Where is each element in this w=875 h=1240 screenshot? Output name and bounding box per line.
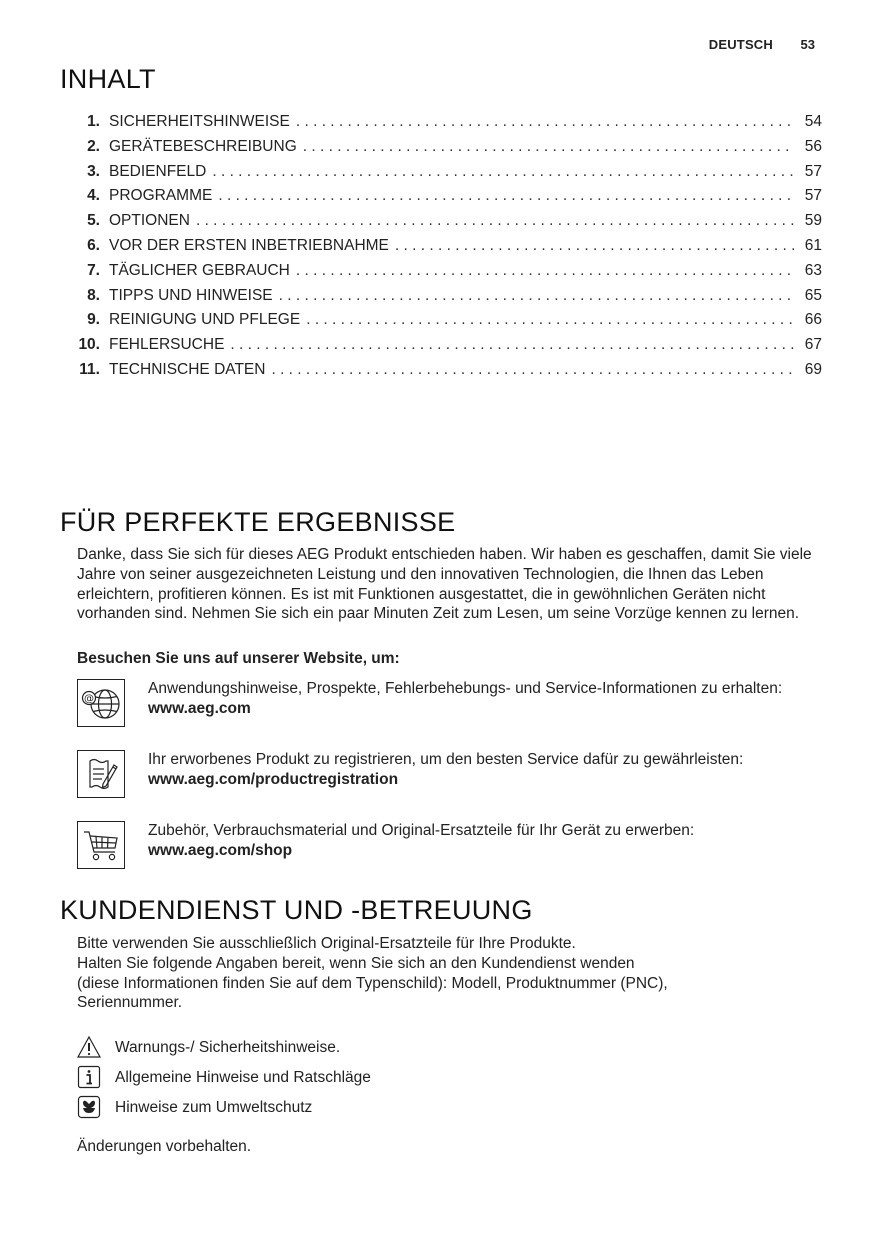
toc-item[interactable]: [70, 163, 822, 188]
service-line: Bitte verwenden Sie ausschließlich Original-Ersatzteile für Ihre Produkte.: [77, 935, 576, 952]
results-section-title: FÜR PERFEKTE ERGEBNISSE: [60, 507, 456, 537]
toc-dot-leader: [196, 212, 794, 230]
toc-item-page: 56: [804, 137, 822, 155]
toc-item[interactable]: [70, 336, 822, 361]
toc-item[interactable]: [70, 361, 822, 386]
legend-item-environment: [77, 1095, 577, 1119]
intro-paragraph: Danke, dass Sie sich für dieses AEG Produkt entschieden haben. Wir haben es geschaffen, damit Sie viele Jahre von seiner ausgezeichneten Leistung und den innovativen Technologien, die Ihnen das Leben erleichtern, profitieren können. Es ist mit Funktionen ausgestattet, die in gewöhnlichen Geräten nicht vorhanden sind. Nehmen Sie sich ein paar Minuten Zeit zum Lesen, um seine Vorzüge kennen zu lernen.: [77, 546, 812, 623]
toc-item[interactable]: [70, 187, 822, 212]
toc-item[interactable]: [70, 237, 822, 262]
toc-item-number: 11.: [79, 360, 100, 378]
toc-item-label: TIPPS UND HINWEISE: [109, 286, 273, 304]
visit-item-text-block: [148, 821, 818, 860]
legend-text: Allgemeine Hinweise und Ratschläge: [115, 1069, 371, 1086]
toc-item-number: 5.: [87, 212, 100, 230]
page-number: 53: [800, 37, 815, 52]
toc-item-page: 69: [804, 360, 822, 378]
toc-item-number: 7.: [87, 261, 100, 279]
toc-dot-leader: [230, 336, 794, 354]
toc-item-label: OPTIONEN: [109, 212, 190, 230]
visit-item-link[interactable]: www.aeg.com/productregistration: [148, 770, 399, 788]
toc-item-number: 3.: [87, 162, 100, 180]
toc-item-page: 63: [804, 261, 822, 279]
toc-item-number: 2.: [87, 137, 100, 155]
toc-dot-leader: [296, 113, 794, 131]
toc-item-number: 8.: [87, 286, 100, 304]
changes-notice: Änderungen vorbehalten.: [77, 1138, 252, 1155]
shopping-cart-icon: [77, 821, 125, 869]
toc-dot-leader: [212, 163, 794, 181]
toc-item[interactable]: [70, 138, 822, 163]
table-of-contents: [70, 113, 822, 386]
toc-item[interactable]: [70, 113, 822, 138]
visit-item-description: Zubehör, Verbrauchsmaterial und Original-Ersatzteile für Ihr Gerät zu erwerben:: [148, 822, 695, 839]
toc-item-number: 6.: [87, 236, 100, 254]
visit-item-text-block: [148, 679, 818, 718]
visit-item-description: Ihr erworbenes Produkt zu registrieren, um den besten Service dafür zu gewährleisten:: [148, 751, 744, 768]
service-paragraph: [77, 934, 822, 1013]
toc-dot-leader: [395, 237, 794, 255]
toc-item-page: 66: [804, 311, 822, 329]
registration-icon: [77, 750, 125, 798]
visit-item-link[interactable]: www.aeg.com: [148, 699, 251, 717]
info-icon: [77, 1065, 101, 1089]
toc-item-page: 54: [804, 113, 822, 130]
toc-dot-leader: [296, 262, 794, 280]
service-section-title: KUNDENDIENST UND -BETREUUNG: [60, 895, 533, 925]
toc-item-number: 4.: [87, 187, 100, 205]
visit-heading: Besuchen Sie uns auf unserer Website, um:: [77, 650, 400, 667]
toc-dot-leader: [279, 287, 794, 305]
toc-item-label: FEHLERSUCHE: [109, 336, 225, 354]
toc-title: INHALT: [60, 64, 156, 94]
warning-icon: [77, 1035, 101, 1059]
toc-item[interactable]: [70, 212, 822, 237]
legend-text: Warnungs-/ Sicherheitshinweise.: [115, 1039, 341, 1056]
toc-item-page: 67: [804, 336, 822, 354]
toc-item-label: REINIGUNG UND PFLEGE: [109, 311, 301, 329]
service-line: Seriennummer.: [77, 994, 183, 1012]
legend-item-info: [77, 1065, 577, 1089]
service-line: (diese Informationen finden Sie auf dem Typenschild): Modell, Produktnummer (PNC),: [77, 974, 668, 992]
toc-item-page: 61: [804, 236, 822, 254]
toc-item-number: 9.: [87, 311, 100, 329]
toc-item-page: 59: [804, 212, 822, 230]
toc-item-label: VOR DER ERSTEN INBETRIEBNAHME: [109, 236, 389, 254]
toc-dot-leader: [271, 361, 794, 379]
header-language: DEUTSCH: [708, 37, 773, 52]
toc-item-label: BEDIENFELD: [109, 162, 207, 180]
toc-item-page: 57: [804, 162, 822, 180]
toc-item-page: 65: [804, 286, 822, 304]
legend-text: Hinweise zum Umweltschutz: [115, 1099, 313, 1116]
visit-item-description: Anwendungshinweise, Prospekte, Fehlerbehebungs- und Service-Informationen zu erhalten:: [148, 680, 783, 697]
toc-item-page: 57: [804, 187, 822, 205]
toc-item-label: PROGRAMME: [109, 187, 213, 205]
toc-item-label: SICHERHEITSHINWEISE: [109, 113, 290, 130]
toc-item-number: 10.: [78, 336, 100, 354]
svg-text:@: @: [84, 693, 94, 705]
toc-item[interactable]: [70, 287, 822, 312]
toc-item[interactable]: [70, 262, 822, 287]
toc-item-label: TÄGLICHER GEBRAUCH: [109, 261, 290, 279]
toc-dot-leader: [218, 187, 794, 205]
toc-item[interactable]: [70, 311, 822, 336]
toc-item-label: TECHNISCHE DATEN: [109, 360, 266, 378]
toc-item-number: 1.: [87, 113, 100, 130]
toc-item-label: GERÄTEBESCHREIBUNG: [109, 137, 297, 155]
environment-icon: [77, 1095, 101, 1119]
legend-item-warning: [77, 1035, 577, 1059]
service-line: Halten Sie folgende Angaben bereit, wenn Sie sich an den Kundendienst wenden: [77, 954, 635, 972]
globe-at-icon: [77, 679, 125, 727]
toc-dot-leader: [306, 311, 794, 329]
toc-dot-leader: [303, 138, 794, 156]
visit-item-text-block: [148, 750, 818, 789]
visit-item-link[interactable]: www.aeg.com/shop: [148, 841, 293, 859]
